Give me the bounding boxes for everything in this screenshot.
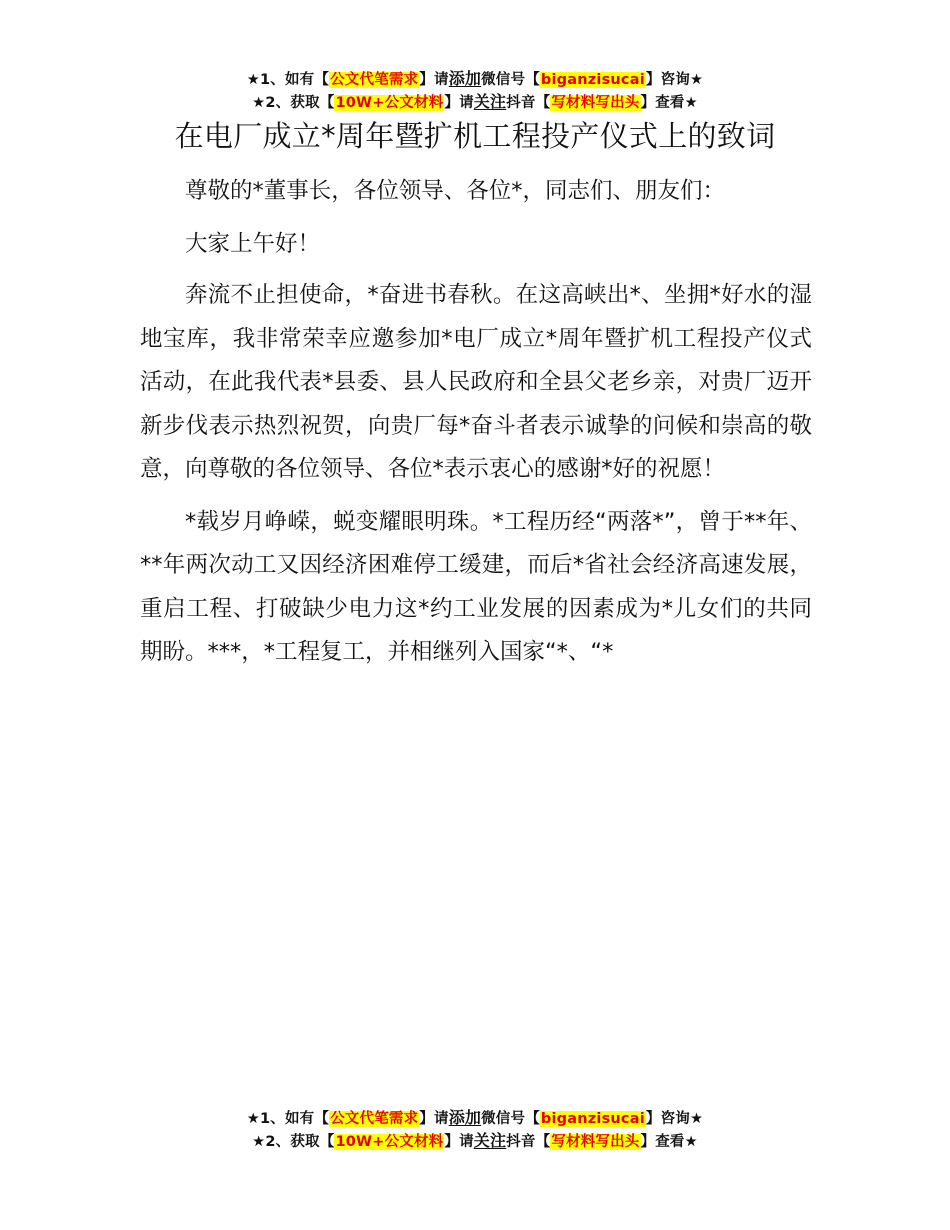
footer-banner [0, 1107, 950, 1153]
banner-highlight-service: 公文代笔需求 [330, 72, 419, 88]
banner-highlight-douyin: 写材料写出头 [551, 95, 640, 111]
header-banner [0, 68, 950, 114]
banner-highlight-wechat-id: biganzisucai [540, 1111, 645, 1127]
document-body [140, 170, 812, 684]
banner-line-2: ★2、获取【10W+公文材料】请关注抖音【写材料写出头】查看★ [252, 92, 698, 111]
greeting-paragraph: 大家上午好！ [185, 230, 321, 257]
body-paragraph: 奔流不止担使命，*奋进书春秋。在这高峡出*、坐拥*好水的湿地宝库，我非常荣幸应邀参加*电厂成立*周年暨扩机工程投产仪式活动，在此我代表*县委、县人民政府和全县父老乡亲，对贵厂迈开新步伐表示热烈祝贺，向贵厂每*奋斗者表示诚挚的问候和崇高的敬意，向尊敬的各位领导、各位*表示衷心的感谢*好的祝愿！ [140, 282, 812, 482]
banner-line-1: ★1、如有【公文代笔需求】请添加微信号【biganzisucai】咨询★ [246, 69, 704, 88]
banner-highlight-douyin: 写材料写出头 [551, 1134, 640, 1150]
salutation-paragraph: 尊敬的*董事长，各位领导、各位*，同志们、朋友们： [185, 178, 726, 204]
banner-highlight-service: 公文代笔需求 [330, 1111, 419, 1127]
document-title: 在电厂成立*周年暨扩机工程投产仪式上的致词 [174, 119, 776, 153]
banner-emphasis-add: 添加 [448, 1108, 482, 1127]
banner-emphasis-add: 添加 [448, 69, 482, 88]
banner-emphasis-follow: 关注 [473, 1131, 507, 1150]
banner-highlight-materials: 10W+公文材料 [335, 1134, 444, 1150]
banner-line-1: ★1、如有【公文代笔需求】请添加微信号【biganzisucai】咨询★ [246, 1108, 704, 1127]
banner-highlight-wechat-id: biganzisucai [540, 72, 645, 88]
banner-highlight-materials: 10W+公文材料 [335, 95, 444, 111]
body-paragraph: *载岁月峥嵘，蜕变耀眼明珠。*工程历经“两落*”，曾于**年、**年两次动工又因经济困难停工缓建，而后*省社会经济高速发展，重启工程、打破缺少电力这*约工业发展的因素成为*儿女们的共同期盼。***，*工程复工，并相继列入国家“*、“* [140, 508, 812, 665]
banner-line-2: ★2、获取【10W+公文材料】请关注抖音【写材料写出头】查看★ [252, 1131, 698, 1150]
banner-emphasis-follow: 关注 [473, 92, 507, 111]
